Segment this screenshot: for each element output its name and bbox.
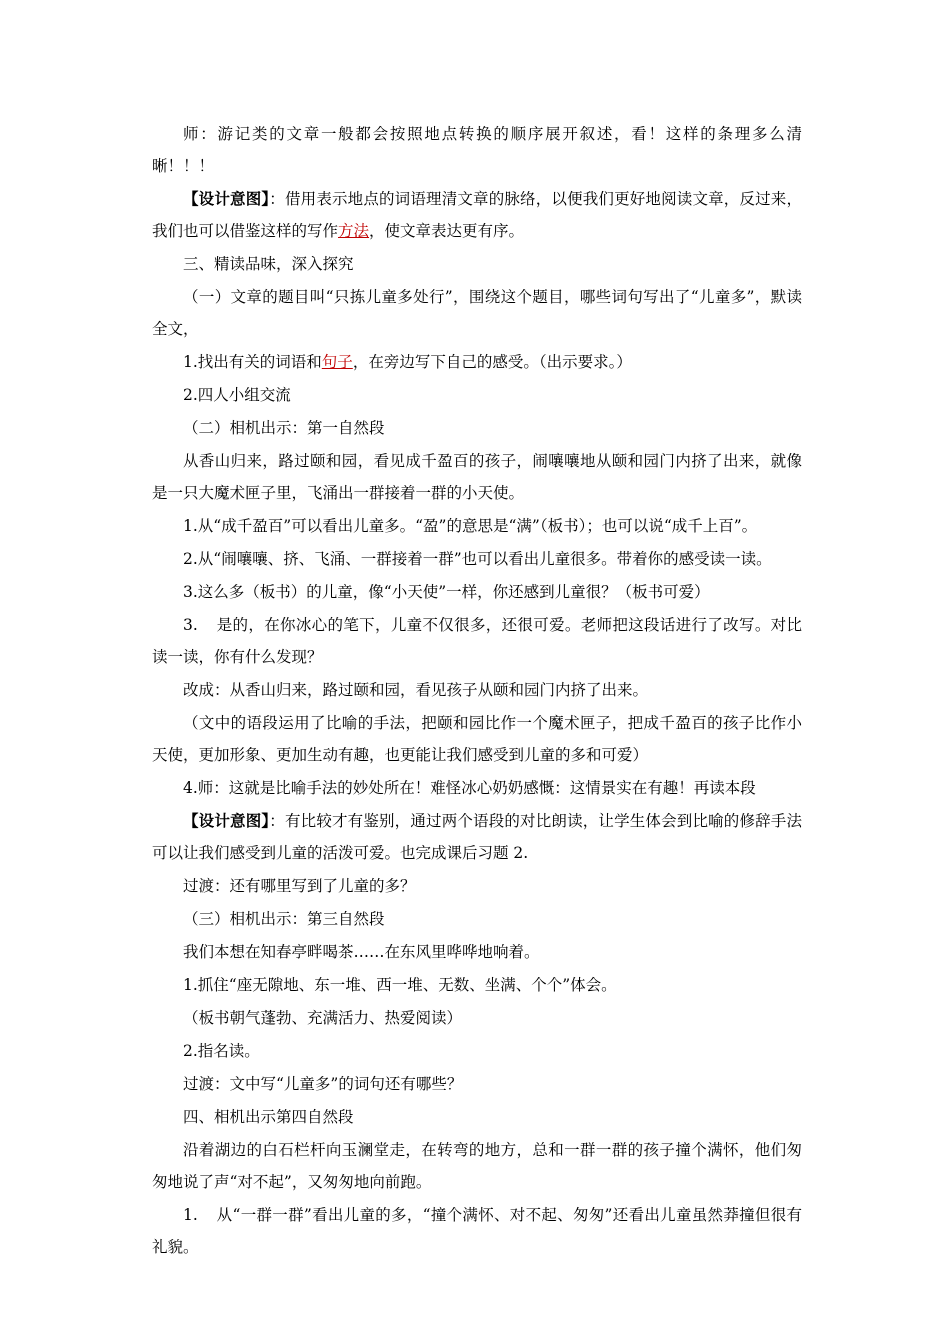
paragraph: （文中的语段运用了比喻的手法，把颐和园比作一个魔术匣子，把成千盈百的孩子比作小天使，更加形象、更加生动有趣，也更能让我们感受到儿童的多和可爱）: [152, 714, 802, 764]
quoted-passage: 我们本想在知春亭畔喝茶……在东风里哗哗地响着。: [183, 943, 540, 961]
paragraph-text: ，在旁边写下自己的感受。（出示要求。）: [352, 353, 632, 371]
section-heading: 四、相机出示第四自然段: [183, 1108, 354, 1126]
paragraph: 过渡：文中写“儿童多”的词句还有哪些？: [183, 1075, 463, 1093]
quoted-passage: 从香山归来，路过颐和园，看见成千盈百的孩子，闹嚷嚷地从颐和园门内挤了出来，就像是一只大魔术匣子里，飞涌出一群接着一群的小天使。: [152, 452, 802, 502]
paragraph: 1.从“成千盈百”可以看出儿童多。“盈”的意思是“满”（板书）；也可以说“成千上百”。: [183, 517, 758, 535]
sentence-link[interactable]: 句子: [321, 353, 353, 371]
paragraph: （一）文章的题目叫“只拣儿童多处行”，围绕这个题目，哪些词句写出了“儿童多”，默读全文，: [152, 288, 802, 338]
paragraph: 1.抓住“座无隙地、东一堆、西一堆、无数、坐满、个个”体会。: [183, 976, 617, 994]
section-heading: 三、精读品味，深入探究: [183, 255, 354, 273]
sub-heading: （二）相机出示：第一自然段: [183, 419, 385, 437]
paragraph: 2.从“闹嚷嚷、挤、飞涌、一群接着一群”也可以看出儿童很多。带着你的感受读一读。: [183, 550, 772, 568]
paragraph: 3.这么多（板书）的儿童，像“小天使”一样，你还感到儿童很？（板书可爱）: [183, 583, 710, 601]
design-intent-label: 【设计意图】: [183, 811, 270, 830]
paragraph: 师：游记类的文章一般都会按照地点转换的顺序展开叙述，看！这样的条理多么清晰！！！: [152, 125, 802, 175]
paragraph: 过渡：还有哪里写到了儿童的多？: [183, 877, 416, 895]
paragraph: 2.四人小组交流: [183, 386, 291, 404]
paragraph-text: ：有比较才有鉴别，通过两个语段的对比朗读，让学生体会到比喻的修辞手法可以让我们感受到儿童的活泼可爱。也完成课后习题 2.: [152, 812, 802, 862]
paragraph: 改成：从香山归来，路过颐和园，看见孩子从颐和园门内挤了出来。: [183, 681, 649, 699]
design-intent-label: 【设计意图】: [183, 189, 270, 208]
paragraph: [152, 609, 802, 673]
sub-heading: （三）相机出示：第三自然段: [183, 910, 385, 928]
paragraph: （板书朝气蓬勃、充满活力、热爱阅读）: [183, 1009, 463, 1027]
design-intent-paragraph: [152, 805, 802, 869]
paragraph-text: ：借用表示地点的词语理清文章的脉络，以便我们更好地阅读文章，反过来，我们也可以借鉴这样的写作: [152, 190, 802, 240]
design-intent-paragraph: [152, 183, 802, 247]
list-number: 1.: [183, 1206, 198, 1224]
paragraph: [152, 346, 802, 378]
paragraph: 4.师：这就是比喻手法的妙处所在！难怪冰心奶奶感慨：这情景实在有趣！再读本段: [183, 779, 756, 797]
paragraph: [152, 1199, 802, 1263]
quoted-passage: 沿着湖边的白石栏杆向玉澜堂走，在转弯的地方，总和一群一群的孩子撞个满怀，他们匆匆地说了声“对不起”，又匆匆地向前跑。: [152, 1141, 802, 1191]
paragraph-text: 是的，在你冰心的笔下，儿童不仅很多，还很可爱。老师把这段话进行了改写。对比读一读，你有什么发现？: [152, 616, 802, 666]
paragraph-text: 从“一群一群”看出儿童的多，“撞个满怀、对不起、匆匆”还看出儿童虽然莽撞但很有礼貌。: [152, 1206, 802, 1256]
paragraph-text: 1.找出有关的词语和: [183, 353, 322, 371]
method-link[interactable]: 方法: [338, 222, 370, 240]
paragraph: 2.指名读。: [183, 1042, 260, 1060]
paragraph-text: ，使文章表达更有序。: [369, 222, 525, 240]
list-number: 3.: [183, 616, 198, 634]
